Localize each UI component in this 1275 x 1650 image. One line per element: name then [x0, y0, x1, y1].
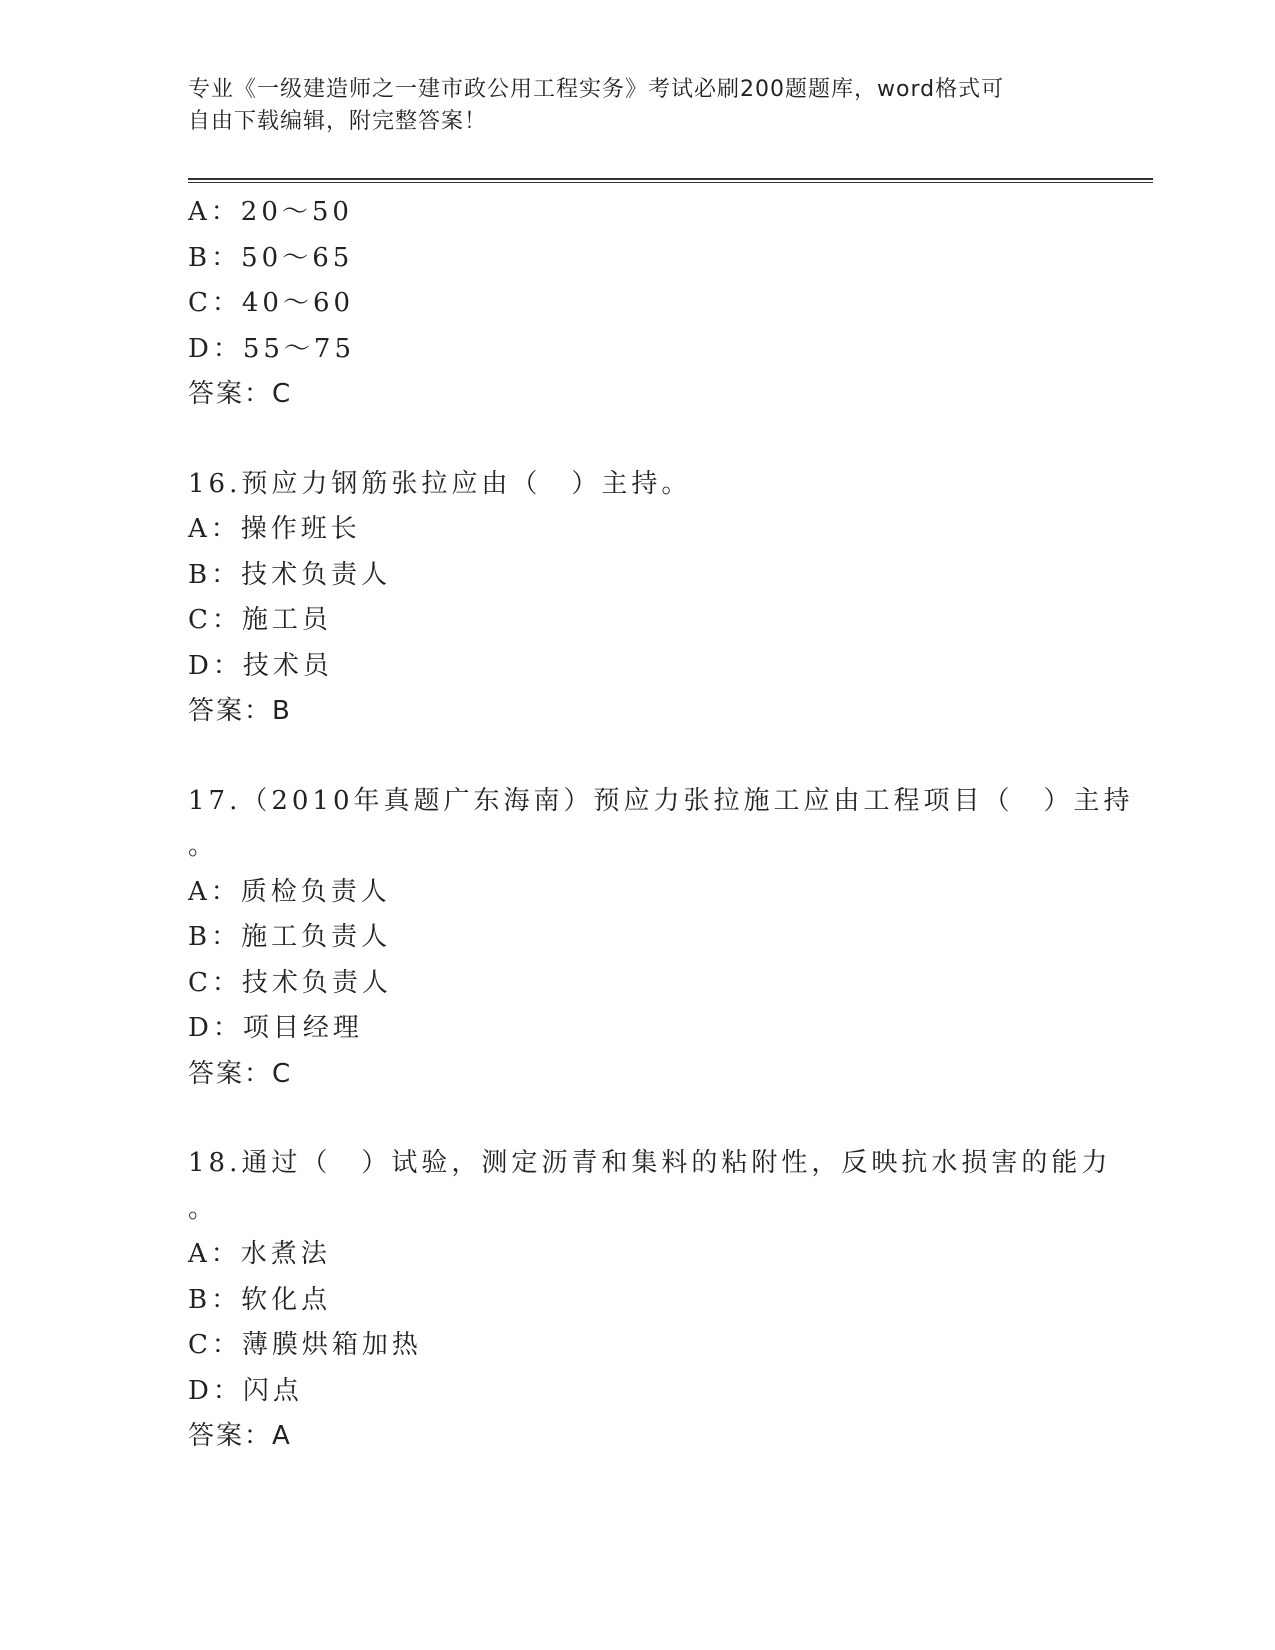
header-title-line-2: 自由下载编辑，附完整答案！: [188, 109, 488, 134]
option-b: B：技术负责人: [188, 559, 392, 590]
answer: 答案：A: [188, 1421, 292, 1451]
header-divider: [188, 178, 1153, 183]
answer: 答案：C: [188, 1058, 293, 1089]
header-title-line-1: 专业《一级建造师之一建市政公用工程实务》考试必刷200题题库，word格式可: [188, 77, 1005, 102]
answer: 答案：C: [188, 379, 293, 409]
option-b: B：软化点: [188, 1284, 332, 1315]
question-stem: 16.预应力钢筋张拉应由（ ）主持。: [188, 468, 692, 499]
option-a: A：20～50: [188, 197, 353, 227]
question-17: [188, 779, 1134, 1098]
option-d: D：闪点: [188, 1375, 303, 1406]
question-stem-continuation: 。: [188, 1193, 219, 1224]
option-d: D：55～75: [188, 333, 356, 364]
question-16: [188, 462, 1088, 735]
option-c: C：技术负责人: [188, 967, 392, 998]
option-c: C：40～60: [188, 288, 355, 318]
option-c: C：施工员: [188, 605, 332, 635]
question-stem: 18.通过（ ）试验，测定沥青和集料的粘附性，反映抗水损害的能力: [188, 1148, 1112, 1178]
question-18: [188, 1141, 1112, 1460]
option-d: D：技术员: [188, 650, 333, 681]
question-stem: 17.（2010年真题广东海南）预应力张拉施工应由工程项目（ ）主持: [188, 785, 1134, 816]
option-a: A：操作班长: [188, 514, 361, 544]
document-header: [188, 74, 1078, 138]
answer: 答案：B: [188, 696, 292, 726]
option-a: A：质检负责人: [188, 876, 391, 907]
option-b: B：施工负责人: [188, 922, 392, 952]
option-a: A：水煮法: [188, 1239, 331, 1269]
option-b: B：50～65: [188, 242, 354, 273]
option-d: D：项目经理: [188, 1013, 363, 1043]
option-c: C：薄膜烘箱加热: [188, 1330, 422, 1360]
question-15-continued: [188, 190, 1088, 418]
question-stem-continuation: 。: [188, 831, 219, 861]
document-body: [188, 190, 1134, 1460]
